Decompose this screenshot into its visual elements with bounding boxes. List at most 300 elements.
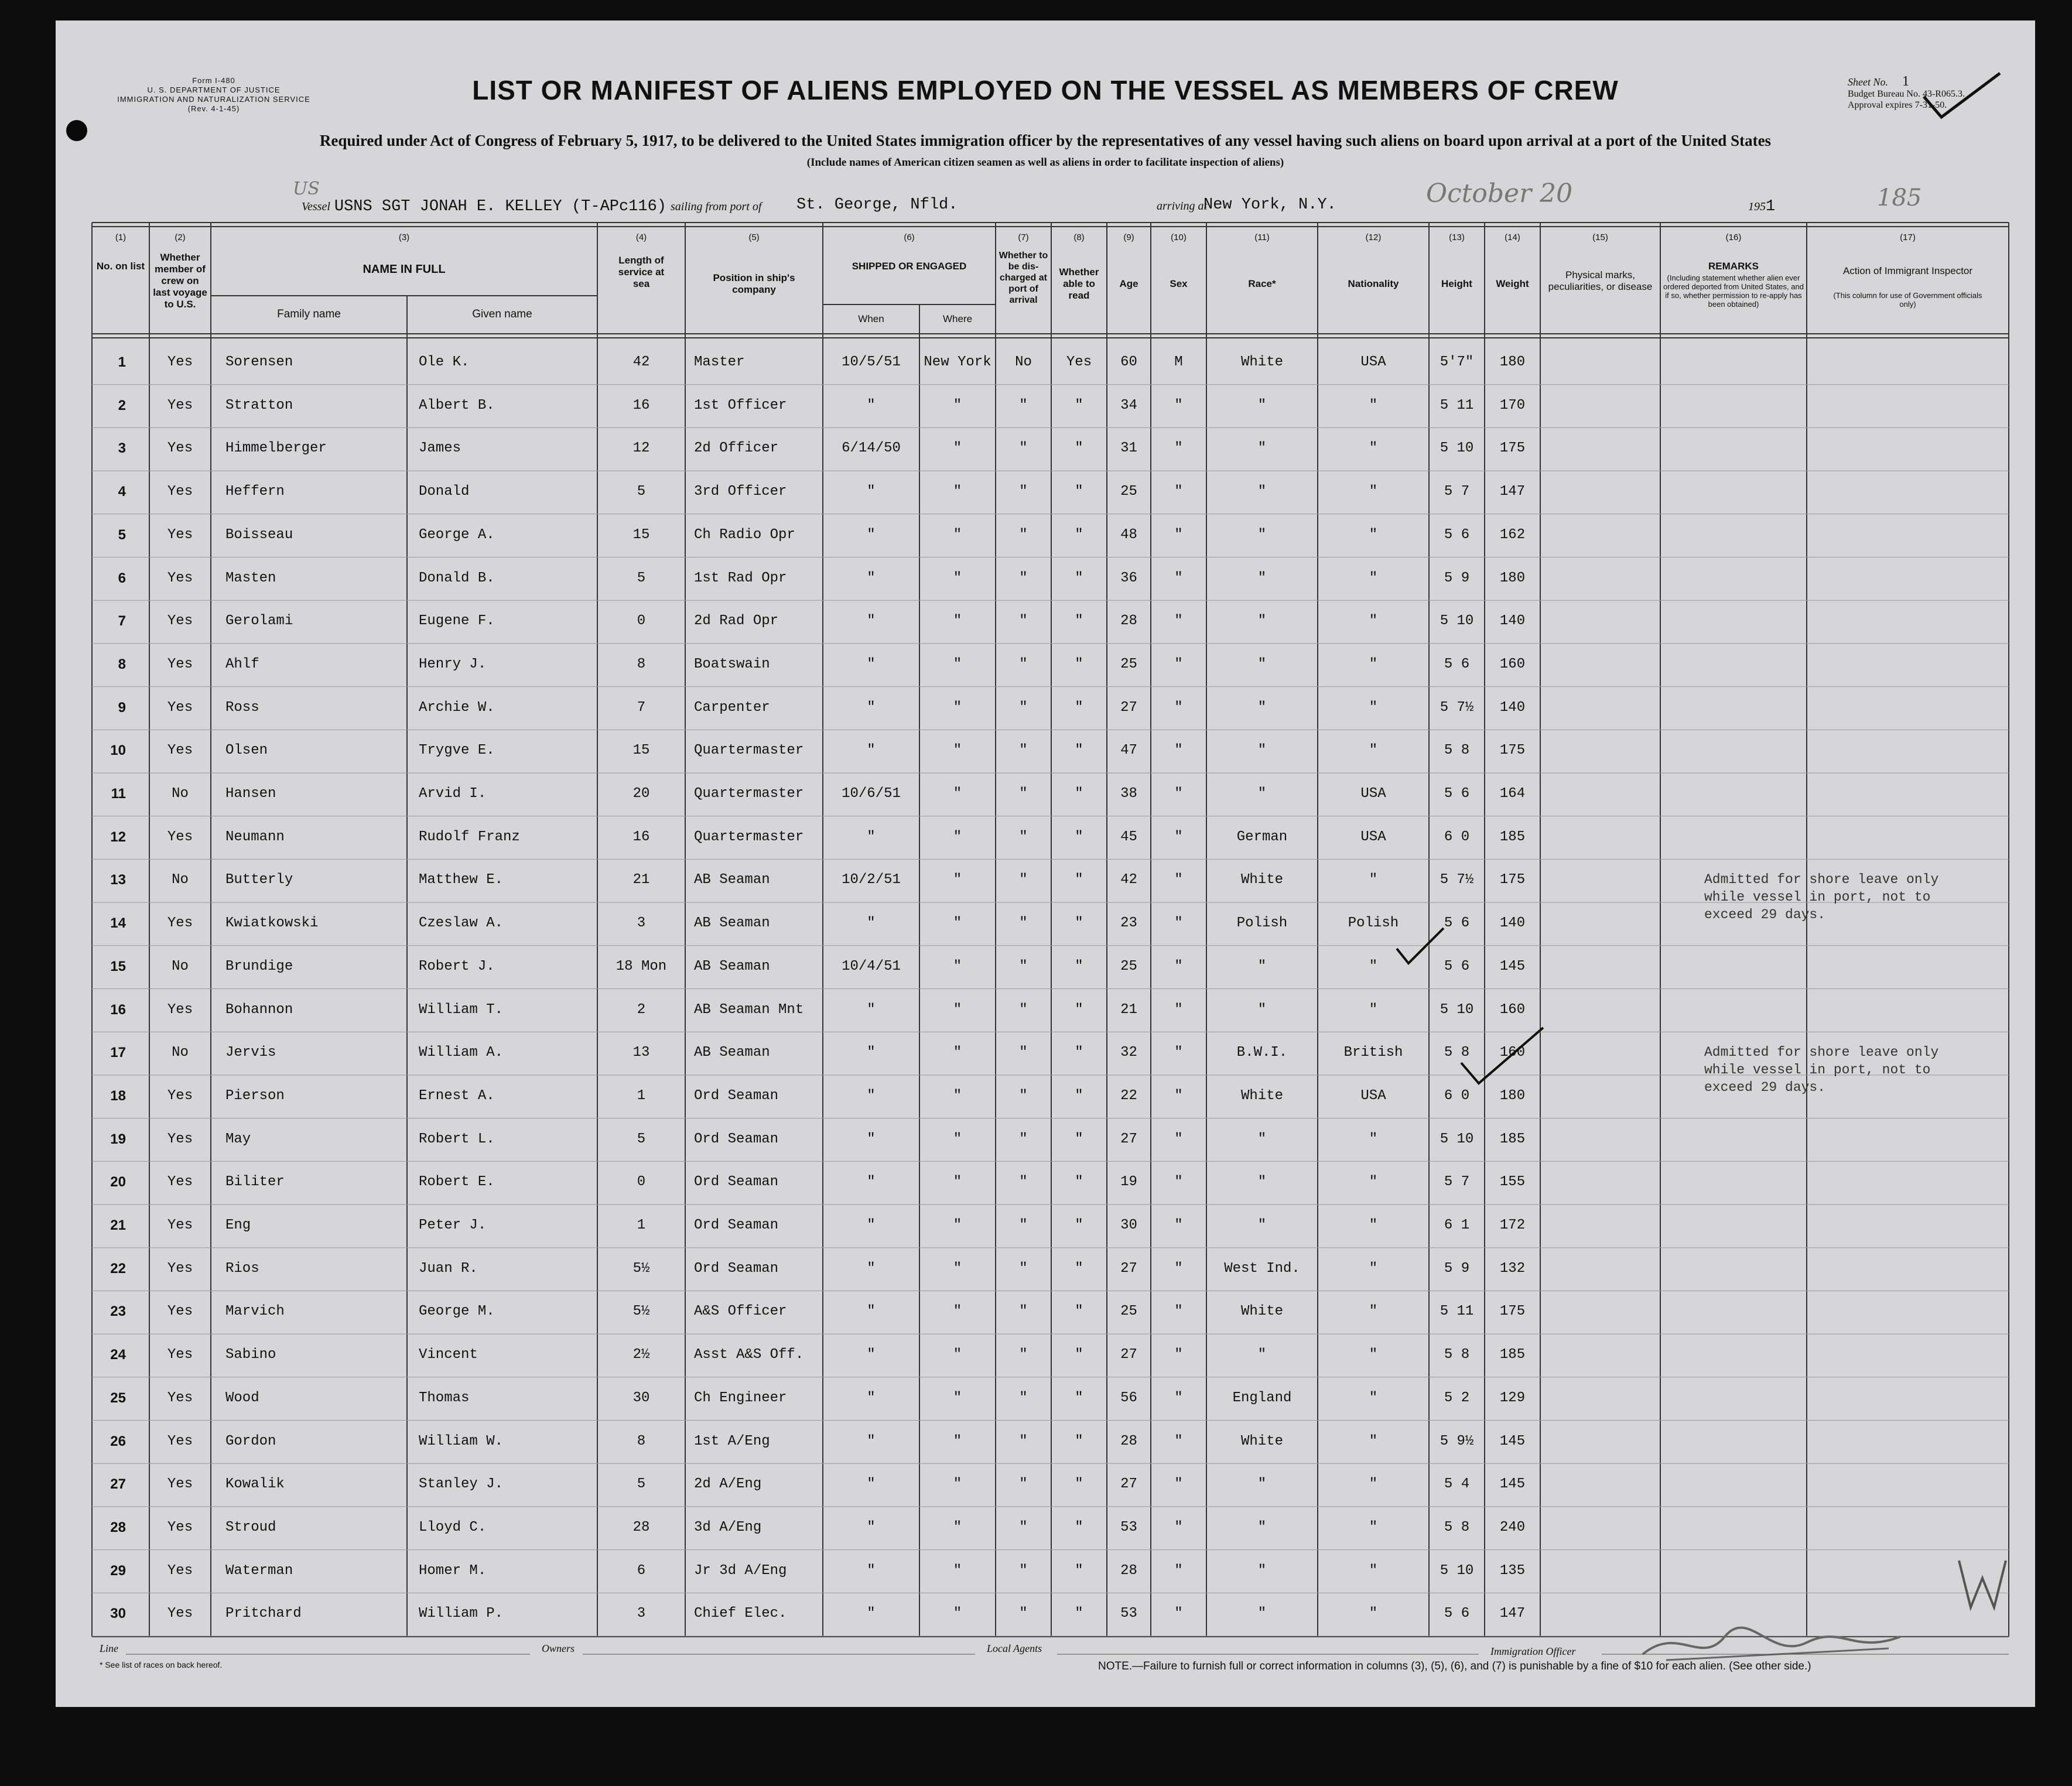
cell-disch: " — [1019, 440, 1028, 457]
footer-lines — [56, 20, 2035, 1707]
cell-read: " — [1075, 440, 1083, 457]
cell-age: 25 — [1120, 484, 1137, 500]
cell-last: Yes — [167, 570, 193, 586]
cell-height: 5 10 — [1440, 440, 1474, 457]
cell-last: Yes — [167, 1260, 193, 1277]
cell-age: 36 — [1120, 570, 1137, 586]
row-number: 14 — [110, 915, 126, 932]
cell-height: 5 7½ — [1440, 872, 1474, 888]
cell-where: " — [953, 872, 962, 888]
cell-service: 2½ — [632, 1347, 650, 1363]
cell-weight: 145 — [1499, 1476, 1526, 1493]
instruction-note: (Include names of American citizen seamen as well as aliens in order to facilitate inspection of aliens) — [806, 156, 1284, 169]
cell-sex: " — [1174, 656, 1183, 672]
department: U. S. DEPARTMENT OF JUSTICE — [147, 85, 281, 94]
cell-sex: " — [1174, 1476, 1183, 1493]
row-number: 23 — [110, 1303, 126, 1320]
cell-when: " — [867, 1174, 876, 1190]
cell-family: Olsen — [225, 743, 268, 759]
cell-race: White — [1240, 1087, 1283, 1104]
cell-sex: " — [1174, 526, 1183, 543]
cell-race: German — [1236, 829, 1288, 845]
row-number: 8 — [118, 656, 126, 672]
cell-position: Quartermaster — [694, 786, 804, 802]
cell-race: " — [1257, 1519, 1267, 1535]
cell-height: 5 6 — [1444, 786, 1470, 802]
cell-weight: 180 — [1499, 1087, 1526, 1104]
cell-height: 5 6 — [1444, 1606, 1470, 1622]
cell-race: England — [1232, 1390, 1292, 1406]
cell-when: " — [867, 829, 876, 845]
cell-sex: " — [1174, 1303, 1183, 1320]
cell-position: AB Seaman — [694, 1045, 770, 1061]
when-header: When — [858, 313, 884, 324]
cell-sex: " — [1174, 397, 1183, 413]
cell-nat: " — [1369, 440, 1378, 457]
cell-given: Arvid I. — [419, 786, 487, 802]
cell-last: Yes — [167, 1606, 193, 1622]
cell-position: Ord Seaman — [694, 1217, 779, 1233]
cell-height: 5 4 — [1444, 1476, 1470, 1493]
cell-position: Asst A&S Off. — [694, 1347, 804, 1363]
cell-race: " — [1257, 958, 1267, 974]
cell-weight: 155 — [1499, 1174, 1526, 1190]
cell-given: Trygve E. — [419, 743, 495, 759]
cell-sex: " — [1174, 1562, 1183, 1579]
cell-nat: British — [1343, 1045, 1403, 1061]
cell-given: Donald — [419, 484, 470, 500]
cell-disch: " — [1019, 1260, 1028, 1277]
cell-read: " — [1075, 613, 1083, 629]
cell-when: " — [867, 1476, 876, 1493]
col7-header: Whether to be dis-charged at port of arrival — [999, 251, 1048, 305]
cell-service: 1 — [637, 1087, 646, 1104]
cell-read: " — [1075, 1303, 1083, 1320]
cell-disch: " — [1019, 1131, 1028, 1147]
cell-family: Pritchard — [225, 1606, 302, 1622]
cell-weight: 145 — [1499, 958, 1526, 974]
col10-header: Sex — [1170, 278, 1188, 289]
cell-when: " — [867, 743, 876, 759]
penalty-note: NOTE.—Failure to furnish full or correct information in columns (3), (5), (6), and (7) is punishable by a fine of $10 for each alien. (See other side.) — [1098, 1660, 1811, 1672]
cell-last: Yes — [167, 1433, 193, 1449]
cell-position: Carpenter — [694, 699, 770, 716]
cell-sex: " — [1174, 1001, 1183, 1018]
cell-service: 5 — [637, 484, 646, 500]
cell-when: 10/2/51 — [842, 872, 901, 888]
cell-family: Gerolami — [225, 613, 293, 629]
cell-nat: USA — [1360, 354, 1386, 370]
cell-position: 1st A/Eng — [694, 1433, 770, 1449]
col16-subheader: (Including statement whether alien ever ordered deported from United States, and if so, whether permission to re-apply has been obtained) — [1663, 273, 1804, 309]
officer-label: Immigration Officer — [1490, 1645, 1576, 1657]
cell-service: 8 — [637, 656, 646, 672]
cell-age: 27 — [1120, 1476, 1137, 1493]
cell-race: " — [1257, 1476, 1267, 1493]
cell-height: 5 7 — [1444, 1174, 1470, 1190]
cell-last: Yes — [167, 526, 193, 543]
cell-service: 18 Mon — [616, 958, 667, 974]
cell-given: Stanley J. — [419, 1476, 504, 1493]
cell-family: Boisseau — [225, 526, 293, 543]
row-number: 10 — [110, 743, 126, 759]
cell-sex: M — [1174, 354, 1183, 370]
cell-position: AB Seaman Mnt — [694, 1001, 804, 1018]
cell-read: " — [1075, 1260, 1083, 1277]
cell-family: Rios — [225, 1260, 259, 1277]
cell-weight: 140 — [1499, 915, 1526, 932]
cell-service: 16 — [632, 829, 650, 845]
cell-nat: " — [1369, 397, 1378, 413]
col16-header: REMARKS — [1708, 261, 1759, 272]
col14-header: Weight — [1496, 278, 1529, 289]
cell-age: 47 — [1120, 743, 1137, 759]
cell-weight: 170 — [1499, 397, 1526, 413]
cell-height: 5 11 — [1440, 1303, 1474, 1320]
cell-where: " — [953, 1390, 962, 1406]
cell-race: B.W.I. — [1236, 1045, 1288, 1061]
approval-expiry: Approval expires 7-31-50. — [1848, 100, 1947, 110]
cell-nat: " — [1369, 613, 1378, 629]
col3-header: NAME IN FULL — [363, 263, 446, 276]
cell-weight: 147 — [1499, 484, 1526, 500]
row-number: 17 — [110, 1045, 126, 1061]
cell-disch: " — [1019, 743, 1028, 759]
cell-where: " — [953, 484, 962, 500]
col1-number: (1) — [115, 232, 126, 242]
line-label: Line — [100, 1643, 119, 1654]
cell-nat: " — [1369, 699, 1378, 716]
cell-read: " — [1075, 872, 1083, 888]
remark-line: Admitted for shore leave only — [1704, 872, 1939, 888]
cell-given: Robert J. — [419, 958, 495, 974]
cell-age: 25 — [1120, 656, 1137, 672]
cell-family: Stroud — [225, 1519, 276, 1535]
cell-where: " — [953, 1087, 962, 1104]
cell-sex: " — [1174, 829, 1183, 845]
cell-nat: " — [1369, 1562, 1378, 1579]
cell-age: 45 — [1120, 829, 1137, 845]
cell-service: 0 — [637, 613, 646, 629]
cell-last: Yes — [167, 829, 193, 845]
cell-weight: 129 — [1499, 1390, 1526, 1406]
cell-position: AB Seaman — [694, 958, 770, 974]
cell-nat: " — [1369, 1001, 1378, 1018]
cell-where: " — [953, 1001, 962, 1018]
cell-nat: " — [1369, 1131, 1378, 1147]
cell-given: Donald B. — [419, 570, 495, 586]
cell-where: " — [953, 1476, 962, 1493]
cell-when: " — [867, 1562, 876, 1579]
col10-number: (10) — [1171, 232, 1187, 242]
cell-when: " — [867, 1087, 876, 1104]
cell-family: Marvich — [225, 1303, 285, 1320]
cell-nat: " — [1369, 1390, 1378, 1406]
cell-race: " — [1257, 743, 1267, 759]
cell-race: " — [1257, 1606, 1267, 1622]
cell-disch: " — [1019, 699, 1028, 716]
cell-family: Sabino — [225, 1347, 276, 1363]
cell-read: " — [1075, 656, 1083, 672]
cell-where: " — [953, 1562, 962, 1579]
port-to: New York, N.Y. — [1203, 196, 1336, 214]
cell-when: " — [867, 526, 876, 543]
cell-height: 5 10 — [1440, 1131, 1474, 1147]
cell-height: 5 8 — [1444, 1519, 1470, 1535]
cell-family: Sorensen — [225, 354, 293, 370]
agents-label: Local Agents — [987, 1643, 1042, 1654]
cell-position: A&S Officer — [694, 1303, 787, 1320]
cell-nat: " — [1369, 1217, 1378, 1233]
cell-read: " — [1075, 1001, 1083, 1018]
cell-nat: " — [1369, 656, 1378, 672]
row-number: 2 — [118, 397, 126, 413]
cell-race: " — [1257, 699, 1267, 716]
cell-read: " — [1075, 1562, 1083, 1579]
cell-weight: 140 — [1499, 699, 1526, 716]
cell-given: Ernest A. — [419, 1087, 495, 1104]
cell-race: " — [1257, 1217, 1267, 1233]
cell-last: Yes — [167, 656, 193, 672]
cell-read: " — [1075, 1606, 1083, 1622]
cell-age: 27 — [1120, 1260, 1137, 1277]
cell-last: Yes — [167, 699, 193, 716]
cell-when: " — [867, 699, 876, 716]
cell-nat: " — [1369, 526, 1378, 543]
cell-race: " — [1257, 1562, 1267, 1579]
cell-age: 25 — [1120, 958, 1137, 974]
cell-height: 5 8 — [1444, 1045, 1470, 1061]
cell-given: Robert L. — [419, 1131, 495, 1147]
row-number: 5 — [118, 526, 126, 543]
cell-height: 5 8 — [1444, 1347, 1470, 1363]
cell-service: 5 — [637, 1131, 646, 1147]
family-name-header: Family name — [277, 308, 341, 320]
cell-height: 6 1 — [1444, 1217, 1470, 1233]
row-number: 12 — [110, 829, 126, 845]
col1-header: No. on list — [96, 261, 145, 272]
cell-sex: " — [1174, 1347, 1183, 1363]
col15-header: Physical marks, peculiarities, or disease — [1548, 269, 1653, 292]
cell-last: Yes — [167, 1347, 193, 1363]
row-number: 16 — [110, 1001, 126, 1018]
cell-given: Peter J. — [419, 1217, 487, 1233]
cell-sex: " — [1174, 1217, 1183, 1233]
remark-line: while vessel in port, not to — [1704, 1062, 1931, 1078]
cell-disch: " — [1019, 1433, 1028, 1449]
cell-sex: " — [1174, 872, 1183, 888]
cell-given: Matthew E. — [419, 872, 504, 888]
cell-age: 32 — [1120, 1045, 1137, 1061]
cell-disch: " — [1019, 526, 1028, 543]
cell-height: 5 6 — [1444, 656, 1470, 672]
cell-where: " — [953, 786, 962, 802]
cell-weight: 180 — [1499, 354, 1526, 370]
cell-family: Himmelberger — [225, 440, 327, 457]
cell-nat: " — [1369, 1303, 1378, 1320]
cell-height: 6 0 — [1444, 1087, 1470, 1104]
cell-sex: " — [1174, 1087, 1183, 1104]
cell-when: " — [867, 1519, 876, 1535]
cell-last: Yes — [167, 1303, 193, 1320]
cell-family: Kwiatkowski — [225, 915, 319, 932]
cell-weight: 175 — [1499, 872, 1526, 888]
cell-position: Master — [694, 354, 745, 370]
cell-height: 5 2 — [1444, 1390, 1470, 1406]
cell-age: 25 — [1120, 1303, 1137, 1320]
cell-given: Archie W. — [419, 699, 495, 716]
cell-service: 13 — [632, 1045, 650, 1061]
cell-last: Yes — [167, 1174, 193, 1190]
row-number: 28 — [110, 1519, 126, 1535]
cell-sex: " — [1174, 915, 1183, 932]
cell-service: 8 — [637, 1433, 646, 1449]
cell-when: " — [867, 1260, 876, 1277]
cell-race: " — [1257, 526, 1267, 543]
cell-given: James — [419, 440, 461, 457]
cell-disch: " — [1019, 656, 1028, 672]
cell-when: 6/14/50 — [842, 440, 901, 457]
cell-when: " — [867, 915, 876, 932]
cell-height: 5'7" — [1440, 354, 1474, 370]
cell-read: " — [1075, 958, 1083, 974]
cell-age: 60 — [1120, 354, 1137, 370]
cell-race: White — [1240, 872, 1283, 888]
col2-header: Whether member of crew on last voyage to U.S. — [153, 252, 207, 310]
cell-nat: " — [1369, 743, 1378, 759]
cell-given: William P. — [419, 1606, 504, 1622]
cell-age: 22 — [1120, 1087, 1137, 1104]
cell-disch: " — [1019, 958, 1028, 974]
cell-age: 21 — [1120, 1001, 1137, 1018]
col8-header: Whether able to read — [1059, 266, 1099, 301]
cell-when: " — [867, 397, 876, 413]
service: IMMIGRATION AND NATURALIZATION SERVICE — [117, 95, 310, 104]
cell-where: " — [953, 829, 962, 845]
cell-height: 5 11 — [1440, 397, 1474, 413]
cell-given: Lloyd C. — [419, 1519, 487, 1535]
row-number: 21 — [110, 1217, 126, 1233]
cell-last: Yes — [167, 613, 193, 629]
cell-position: 2d Rad Opr — [694, 613, 779, 629]
cell-where: " — [953, 1347, 962, 1363]
cell-last: No — [172, 1045, 189, 1061]
cell-read: " — [1075, 1087, 1083, 1104]
cell-disch: " — [1019, 829, 1028, 845]
cell-last: Yes — [167, 1001, 193, 1018]
cell-given: William W. — [419, 1433, 504, 1449]
cell-read: " — [1075, 743, 1083, 759]
cell-sex: " — [1174, 958, 1183, 974]
cell-weight: 180 — [1499, 570, 1526, 586]
handwritten-date: October 20 — [1426, 179, 1573, 208]
cell-family: Pierson — [225, 1087, 285, 1104]
cell-service: 1 — [637, 1217, 646, 1233]
cell-family: Jervis — [225, 1045, 276, 1061]
cell-weight: 240 — [1499, 1519, 1526, 1535]
col17-number: (17) — [1900, 232, 1916, 242]
cell-last: No — [172, 872, 189, 888]
col4-number: (4) — [635, 232, 647, 242]
cell-weight: 132 — [1499, 1260, 1526, 1277]
cell-where: " — [953, 1217, 962, 1233]
cell-where: " — [953, 1433, 962, 1449]
race-footnote: * See list of races on back hereof. — [100, 1660, 223, 1669]
col4-header: Length of service at sea — [618, 255, 665, 289]
cell-family: May — [225, 1131, 251, 1147]
year-suffix: 1 — [1766, 198, 1776, 215]
cell-last: No — [172, 786, 189, 802]
cell-race: White — [1240, 1433, 1283, 1449]
cell-disch: " — [1019, 613, 1028, 629]
cell-sex: " — [1174, 1390, 1183, 1406]
cell-disch: " — [1019, 1606, 1028, 1622]
cell-read: " — [1075, 1045, 1083, 1061]
cell-position: Ord Seaman — [694, 1087, 779, 1104]
cell-race: " — [1257, 1001, 1267, 1018]
cell-disch: " — [1019, 1001, 1028, 1018]
cell-where: " — [953, 1519, 962, 1535]
cell-race: White — [1240, 1303, 1283, 1320]
cell-age: 42 — [1120, 872, 1137, 888]
cell-given: William T. — [419, 1001, 504, 1018]
cell-service: 6 — [637, 1562, 646, 1579]
cell-where: " — [953, 440, 962, 457]
cell-disch: " — [1019, 397, 1028, 413]
cell-position: Ord Seaman — [694, 1260, 779, 1277]
cell-service: 15 — [632, 526, 650, 543]
row-number: 26 — [110, 1433, 126, 1449]
cell-when: " — [867, 1606, 876, 1622]
cell-race: " — [1257, 484, 1267, 500]
cell-age: 38 — [1120, 786, 1137, 802]
cell-nat: " — [1369, 1476, 1378, 1493]
cell-given: George M. — [419, 1303, 495, 1320]
cell-family: Eng — [225, 1217, 251, 1233]
cell-where: " — [953, 1131, 962, 1147]
cell-where: New York — [924, 354, 991, 370]
cell-where: " — [953, 1606, 962, 1622]
col5-number: (5) — [748, 232, 760, 242]
cell-service: 15 — [632, 743, 650, 759]
cell-where: " — [953, 1260, 962, 1277]
cell-weight: 140 — [1499, 613, 1526, 629]
cell-read: " — [1075, 1174, 1083, 1190]
cell-family: Heffern — [225, 484, 285, 500]
cell-sex: " — [1174, 613, 1183, 629]
row-number: 6 — [118, 570, 126, 586]
cell-age: 30 — [1120, 1217, 1137, 1233]
cell-disch: " — [1019, 570, 1028, 586]
cell-height: 5 8 — [1444, 743, 1470, 759]
row-number: 4 — [118, 484, 126, 500]
col9-header: Age — [1119, 278, 1138, 289]
cell-position: 3rd Officer — [694, 484, 787, 500]
cell-given: Juan R. — [419, 1260, 478, 1277]
col14-number: (14) — [1505, 232, 1520, 242]
cell-when: " — [867, 1390, 876, 1406]
cell-when: 10/4/51 — [842, 958, 901, 974]
row-number: 11 — [111, 786, 126, 802]
cell-nat: " — [1369, 1260, 1378, 1277]
cell-last: Yes — [167, 1087, 193, 1104]
cell-height: 5 10 — [1440, 613, 1474, 629]
row-number: 22 — [110, 1260, 126, 1277]
cell-position: Ch Engineer — [694, 1390, 787, 1406]
cell-service: 28 — [632, 1519, 650, 1535]
cell-position: AB Seaman — [694, 872, 770, 888]
cell-age: 28 — [1120, 613, 1137, 629]
